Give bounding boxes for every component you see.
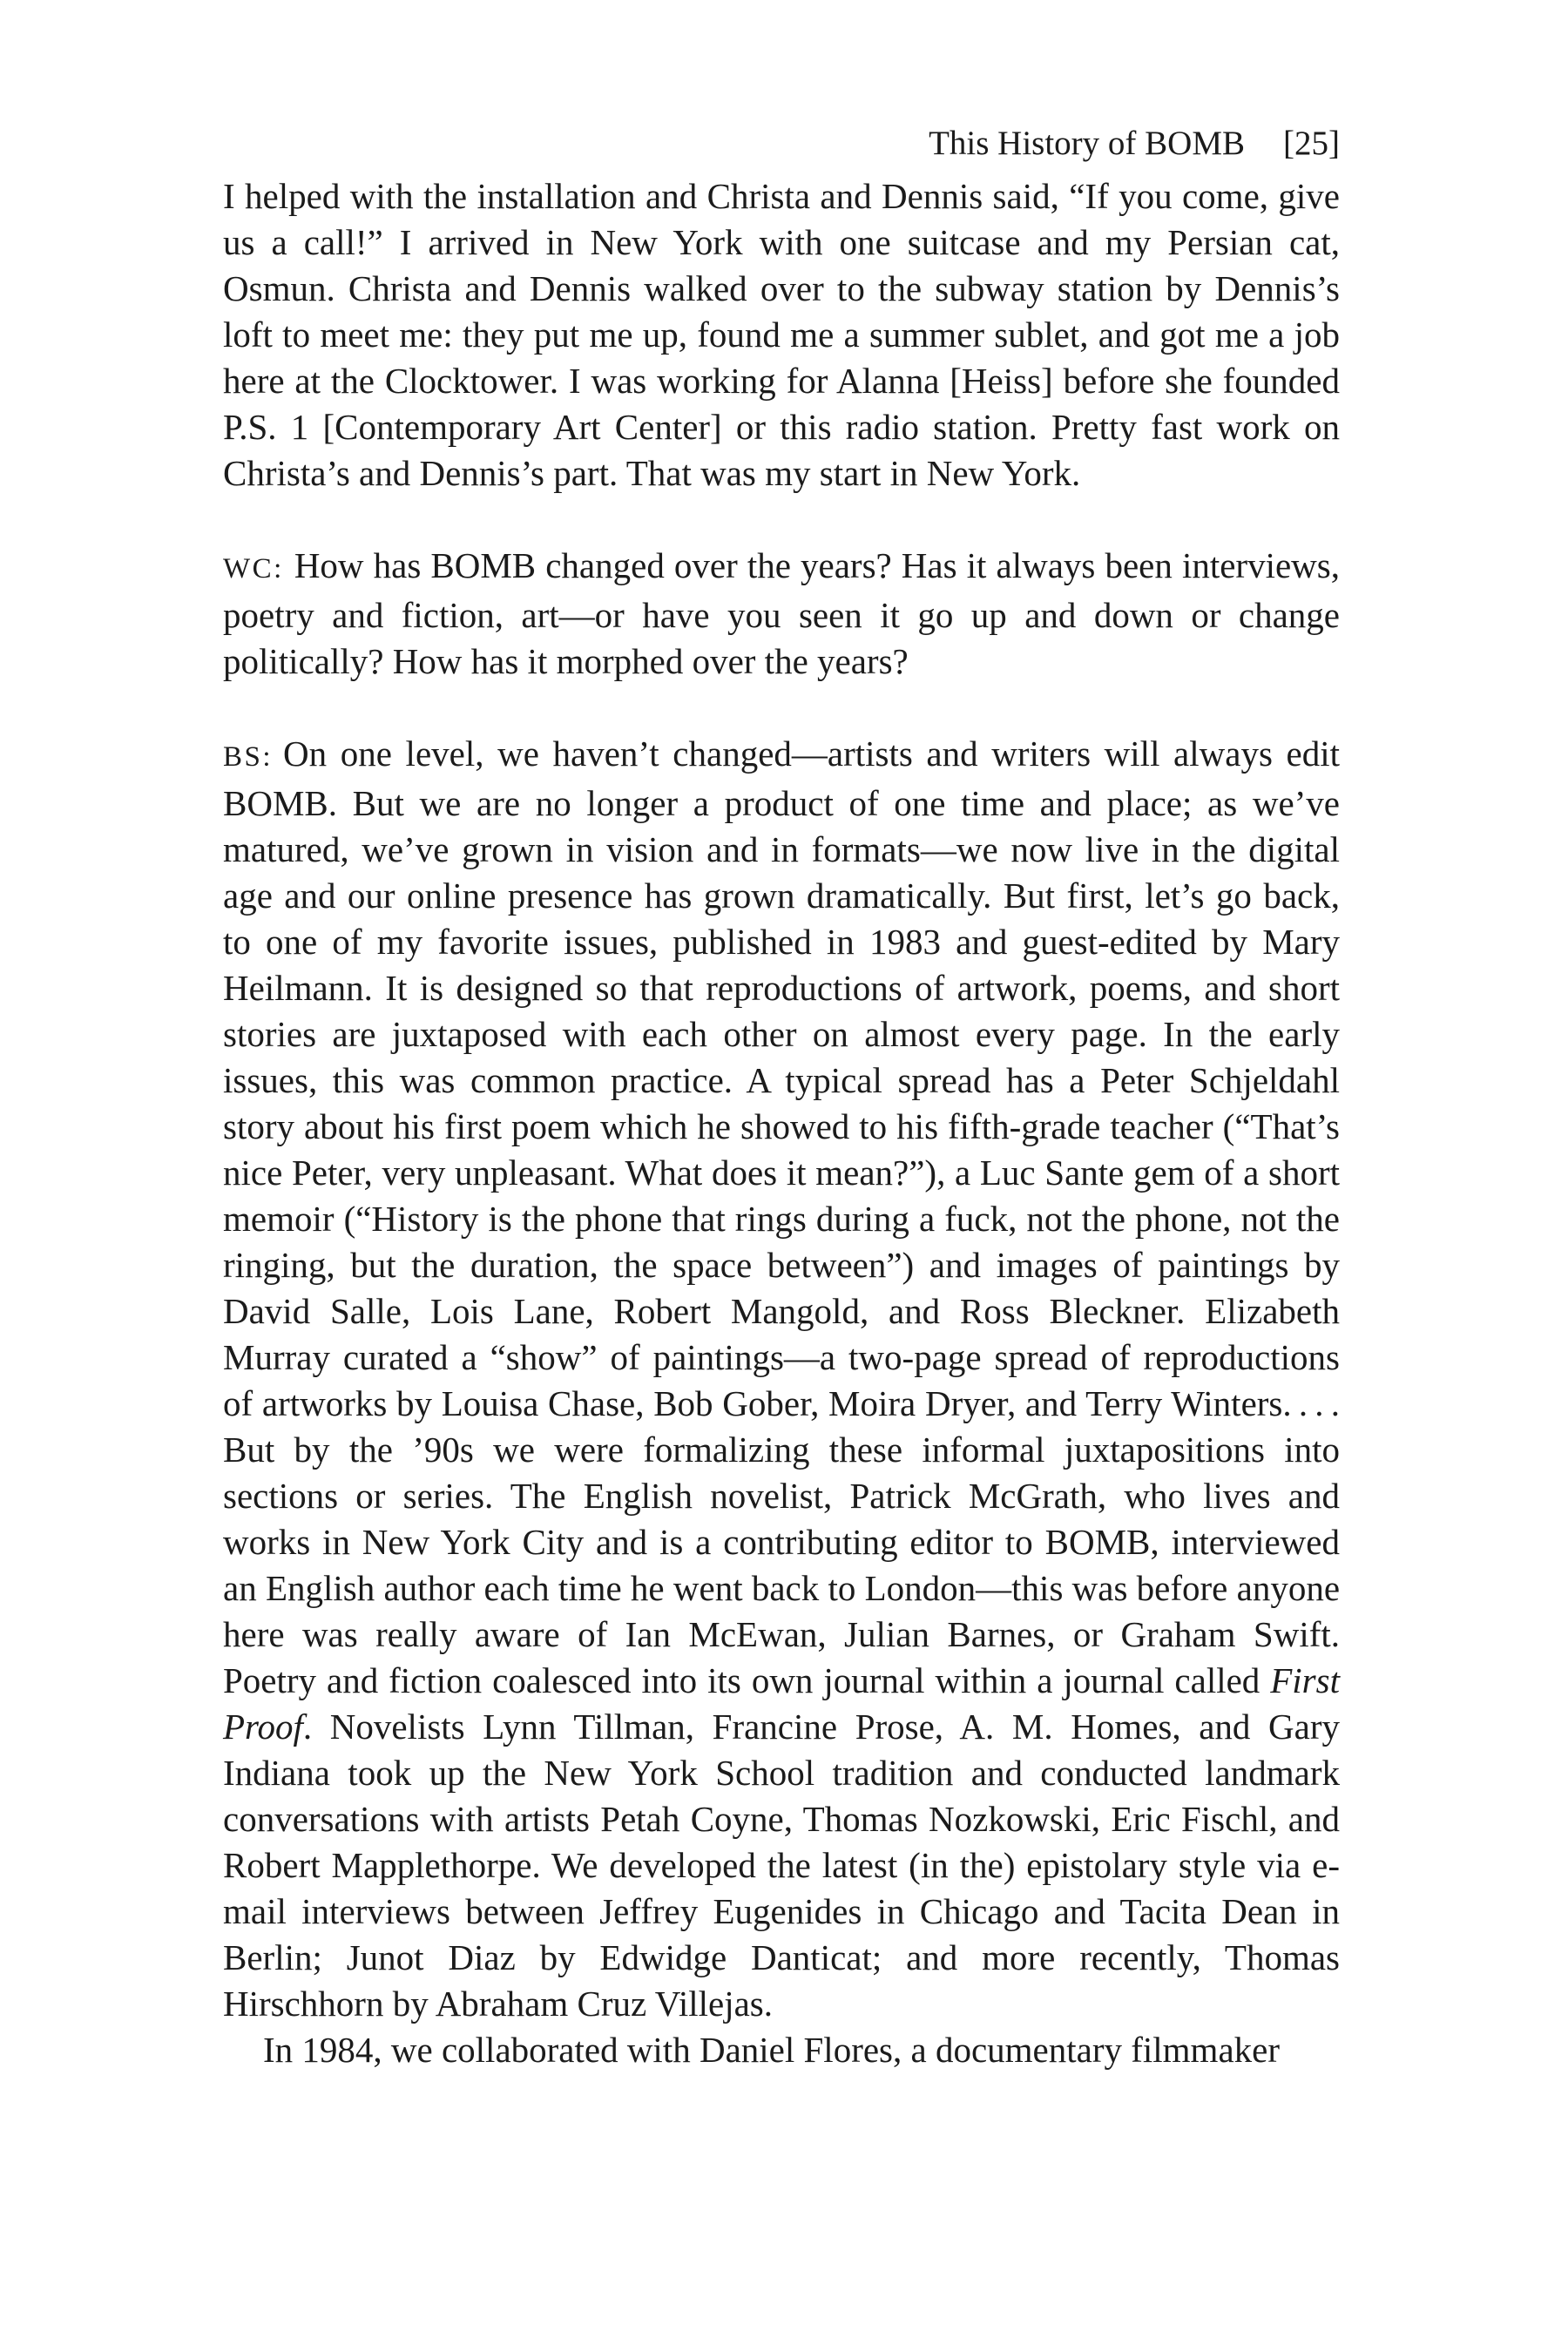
speaker-label: BS: — [223, 741, 274, 773]
paragraph-question-wc — [223, 543, 1340, 685]
running-header-title: This History of BOMB — [929, 125, 1246, 162]
paragraph-1984 — [223, 2027, 1340, 2073]
text-segment: How has BOMB changed over the years? Has it always been interviews, poetry and fiction, art—or have you seen it go up and down or change politically? How has it morphed over the years? — [223, 545, 1340, 681]
paragraph-intro — [223, 173, 1340, 497]
text-body — [223, 173, 1340, 2073]
text-segment: In 1984, we collaborated with Daniel Flores, a documentary filmmaker — [263, 2030, 1280, 2070]
text-segment: I helped with the installation and Christa and Dennis said, “If you come, give us a call!” I arrived in New York with one suitcase and my Persian cat, Osmun. Christa and Dennis walked over to the subway station by Dennis’s loft to meet me: they put me up, found me a summer sublet, and got me a job here at the Clocktower. I was working for Alanna [Heiss] before she founded P.S. 1 [Contemporary Art Center] or this radio station. Pretty fast work on Christa’s and Dennis’s part. That was my start in New York. — [223, 176, 1340, 493]
paragraph-answer-bs — [223, 731, 1340, 2027]
speaker-label: WC: — [223, 553, 284, 585]
text-segment: . Novelists Lynn Tillman, Francine Prose, A. M. Homes, and Gary Indiana took up the New York School tradition and conducted landmark conversations with artists Petah Coyne, Thomas Nozkowski, Eric Fischl, and Robert Mapplethorpe. We developed the latest (in the) epistolary style via e-mail interviews between Jeffrey Eugenides in Chicago and Tacita Dean in Berlin; Junot Diaz by Edwidge Danticat; and more recently, Thomas Hirschhorn by Abraham Cruz Villejas. — [223, 1707, 1340, 2024]
text-segment: On one level, we haven’t changed—artists and writers will always edit BOMB. But we are no longer a product of one time and place; as we’ve matured, we’ve grown in vision and in formats—we now live in the digital age and our online presence has grown dramatically. But first, let’s go back, to one of my favorite issues, published in 1983 and guest-edited by Mary Heilmann. It is designed so that reproductions of artwork, poems, and short stories are juxtaposed with each other on almost every page. In the early issues, this was common practice. A typical spread has a Peter Schjeldahl story about his first poem which he showed to his fifth-grade teacher (“That’s nice Peter, very unpleasant. What does it mean?”), a Luc Sante gem of a short memoir (“History is the phone that rings during a fuck, not the phone, not the ringing, but the duration, the space between”) and images of paintings by David Salle, Lois Lane, Robert Mangold, and Ross Bleckner. Elizabeth Murray curated a “show” of paintings—a two-page spread of reproductions of artworks by Louisa Chase, Bob Gober, Moira Dryer, and Terry Winters. . . . But by the ’90s we were formalizing these informal juxtapositions into sections or series. The English novelist, Patrick McGrath, who lives and works in New York City and is a contributing editor to BOMB, interviewed an English author each time he went back to London—this was before anyone here was really aware of Ian McEwan, Julian Barnes, or Graham Swift. Poetry and fiction coalesced into its own journal within a journal called — [223, 733, 1341, 1700]
page-number: [25] — [1283, 125, 1340, 162]
italic-text-segment: First Proof — [223, 1660, 1340, 1747]
running-header — [223, 120, 1340, 166]
